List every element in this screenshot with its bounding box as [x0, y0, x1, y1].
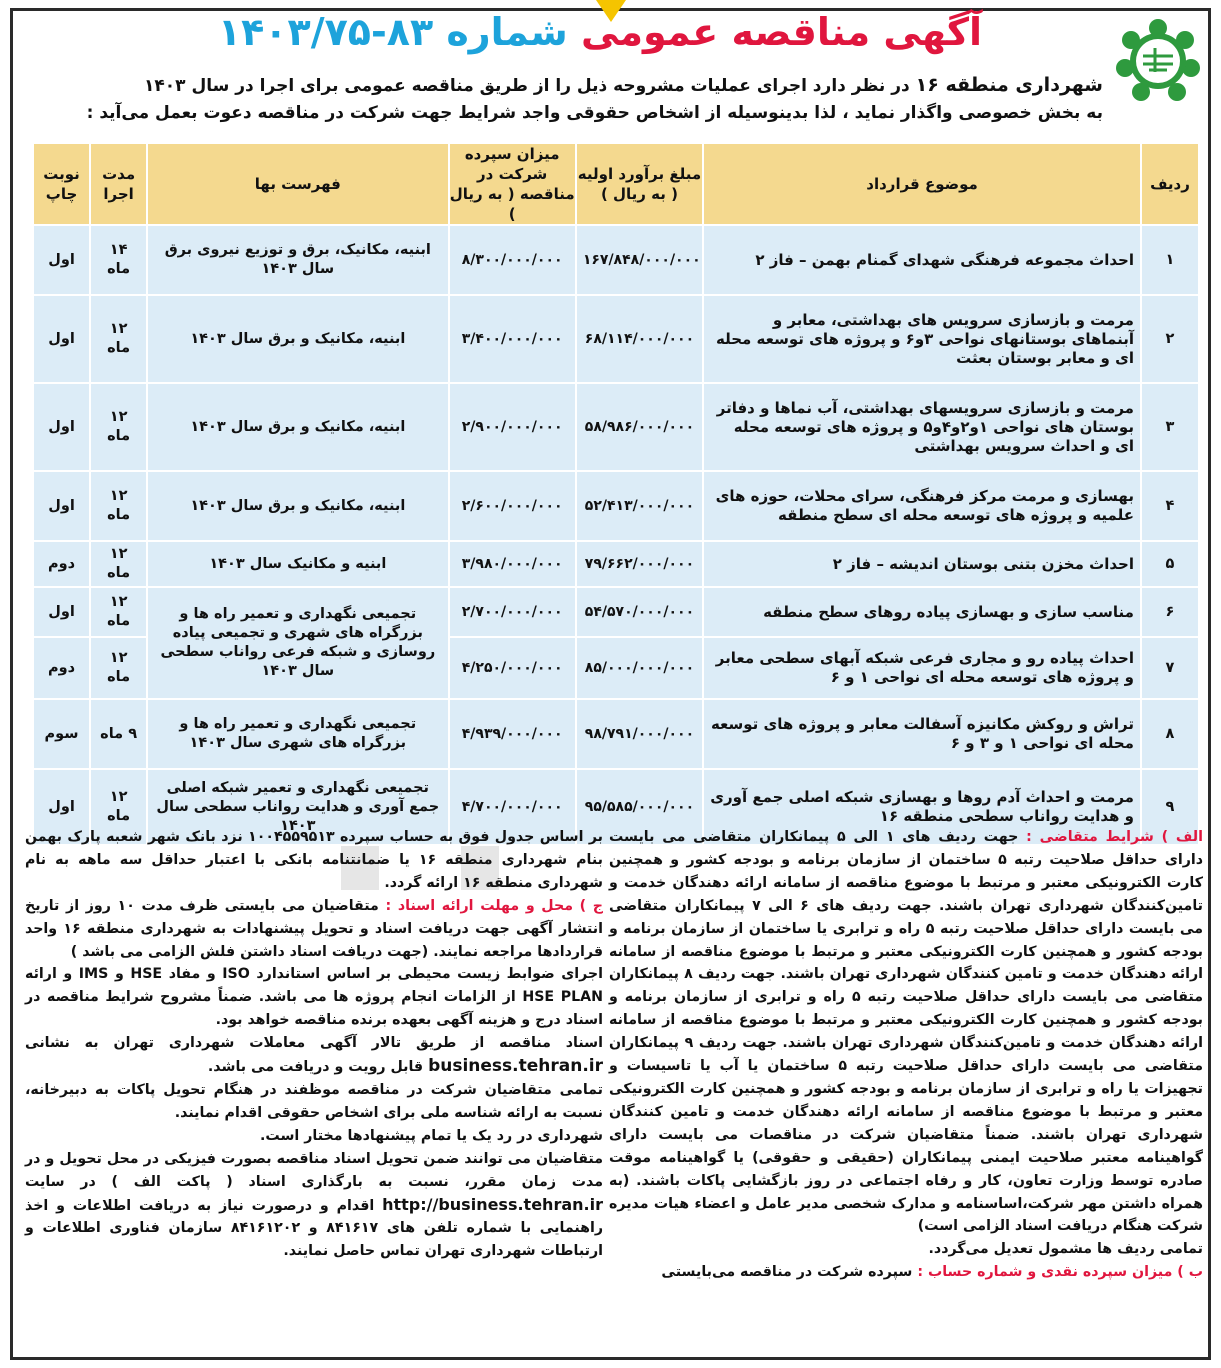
row-number: ۱	[1141, 225, 1199, 295]
condition-c-text: متقاضیان می بایستی ظرف مدت ۱۰ روز از تاریخ انتشار آگهی جهت دریافت اسناد و تحویل پیشنهادات به شهرداری منطقه ۱۶ واحد قراردادها مراجعه نمایند. (جهت دریافت اسناد داشتن فلش الزامی می باشد )	[25, 897, 603, 960]
upload-text-a: متقاضیان می توانند ضمن تحویل اسناد مناقصه بصورت فیزیکی در محل تحویل و در مدت زمان مقرر، نسبت به بارگذاری اسناد ( پاکت الف ) در سایت	[25, 1150, 603, 1190]
tender-table	[32, 142, 1200, 846]
deposit-amount: ۲/۹۰۰/۰۰۰/۰۰۰	[449, 383, 576, 471]
table-row	[33, 587, 1199, 637]
row-number: ۷	[1141, 637, 1199, 699]
table-row	[33, 295, 1199, 383]
header-print-turn: نوبت چاپ	[33, 143, 90, 225]
intro-line-2: به بخش خصوصی واگذار نماید ، لذا بدینوسیله از اشخاص حقوقی واجد شرایط جهت شرکت در مناقصه دعوت بعمل می‌آید :	[86, 103, 1103, 123]
price-list: ابنیه، مکانیک، برق و توزیع نیروی برق سال ۱۴۰۳	[147, 225, 448, 295]
duration: ۱۲ ماه	[90, 637, 147, 699]
intro-line-1	[43, 72, 1103, 100]
duration: ۱۲ ماه	[90, 383, 147, 471]
contract-subject: احداث مجموعه فرهنگی شهدای گمنام بهمن – فاز ۲	[703, 225, 1141, 295]
print-turn: دوم	[33, 637, 90, 699]
table-row	[33, 383, 1199, 471]
business-site-link[interactable]: business.tehran.ir	[428, 1056, 603, 1077]
env-text-c: و	[114, 966, 124, 983]
contract-subject: بهسازی و مرمت مرکز فرهنگی، سرای محلات، حوزه های علمیه و پروژه های توسعه محله ای سطح منطقه	[703, 471, 1141, 541]
deposit-amount: ۴/۷۰۰/۰۰۰/۰۰۰	[449, 769, 576, 845]
price-list: ابنیه و مکانیک سال ۱۴۰۳	[147, 541, 448, 587]
deposit-amount: ۴/۹۳۹/۰۰۰/۰۰۰	[449, 699, 576, 769]
print-turn: سوم	[33, 699, 90, 769]
print-turn: اول	[33, 383, 90, 471]
print-turn: اول	[33, 295, 90, 383]
condition-b-continued: بر اساس جدول فوق به حساب سپرده ۱۰۰۴۵۵۹۵۱۳ نزد بانک شهر شعبه پارک بهمن بنام شهرداری منطقه ۱۶ یا ضمانتنامه بانکی با اعتبار حداقل سه ماهه به نام شهرداری منطقه ۱۶ ارائه گردد.	[25, 829, 603, 891]
docs-text-a: اسناد مناقصه از طریق تالار آگهی معاملات شهرداری تهران به نشانی	[25, 1035, 603, 1052]
intro-paragraph	[43, 72, 1103, 127]
row-number: ۶	[1141, 587, 1199, 637]
condition-a	[609, 826, 1203, 1238]
ad-title	[150, 10, 1050, 68]
deposit-amount: ۴/۲۵۰/۰۰۰/۰۰۰	[449, 637, 576, 699]
row-number: ۵	[1141, 541, 1199, 587]
price-list: تجمیعی نگهداری و تعمیر شبکه اصلی جمع آوری و هدایت رواناب سطحی سال ۱۴۰۳	[147, 769, 448, 845]
deposit-amount: ۳/۹۸۰/۰۰۰/۰۰۰	[449, 541, 576, 587]
env-text-b: و مفاد	[168, 966, 216, 983]
table-row	[33, 541, 1199, 587]
hse-label: HSE	[130, 966, 163, 983]
estimate-amount: ۵۸/۹۸۶/۰۰۰/۰۰۰	[576, 383, 703, 471]
env-text-a: اجرای ضوابط زیست محیطی بر اساس استاندارد	[256, 966, 603, 983]
conditions-left-column	[25, 826, 603, 1263]
tehran-municipality-logo-icon	[1115, 18, 1201, 104]
documents-paragraph	[25, 1032, 603, 1079]
header-estimate: مبلغ برآورد اولیه ( به ریال )	[576, 143, 703, 225]
title-blue-part: شماره ۸۳-۱۴۰۳/۷۵	[217, 10, 568, 54]
duration: ۱۲ ماه	[90, 769, 147, 845]
condition-b	[609, 1261, 1203, 1284]
header-subject: موضوع قرارداد	[703, 143, 1141, 225]
header-row-no: ردیف	[1141, 143, 1199, 225]
condition-c-title: ج ) محل و مهلت ارائه اسناد :	[385, 897, 604, 914]
table-row	[33, 699, 1199, 769]
contract-subject: مرمت و احداث آدم روها و بهسازی شبکه اصلی جمع آوری و هدایت رواناب سطحی منطقه ۱۶	[703, 769, 1141, 845]
contract-subject: مرمت و بازسازی سرویس های بهداشتی، معابر و آبنماهای بوستانهای نواحی ۳و۶ و پروژه های توسعه محله ای و معابر بوستان بعثت	[703, 295, 1141, 383]
deposit-amount: ۸/۳۰۰/۰۰۰/۰۰۰	[449, 225, 576, 295]
header-price-list: فهرست بها	[147, 143, 448, 225]
estimate-amount: ۸۵/۰۰۰/۰۰۰/۰۰۰	[576, 637, 703, 699]
price-list: تجمیعی نگهداری و تعمیر راه ها و بزرگراه های شهری و تجمیعی پیاده روسازی و شبکه فرعی رواناب سطحی سال ۱۴۰۳	[147, 587, 448, 699]
print-turn: دوم	[33, 541, 90, 587]
row-number: ۸	[1141, 699, 1199, 769]
upload-site-link[interactable]: http://business.tehran.ir	[382, 1194, 603, 1214]
print-turn: اول	[33, 769, 90, 845]
estimate-amount: ۵۲/۴۱۳/۰۰۰/۰۰۰	[576, 471, 703, 541]
price-list: ابنیه، مکانیک و برق سال ۱۴۰۳	[147, 295, 448, 383]
duration: ۱۲ ماه	[90, 295, 147, 383]
row-number: ۹	[1141, 769, 1199, 845]
duration: ۱۲ ماه	[90, 587, 147, 637]
price-list: تجمیعی نگهداری و تعمیر راه ها و بزرگراه های شهری سال ۱۴۰۳	[147, 699, 448, 769]
table-row	[33, 471, 1199, 541]
condition-a-note: تمامی ردیف ها مشمول تعدیل می‌گردد.	[928, 1241, 1203, 1258]
deposit-amount: ۲/۷۰۰/۰۰۰/۰۰۰	[449, 587, 576, 637]
upload-text-b: اقدام و درصورت نیاز به دریافت اطلاعات و اخذ راهنمایی با شماره تلفن های ۸۴۱۶۱۷ و ۸۴۱۶۱۲۰۲ سازمان فناوری اطلاعات و ارتباطات شهرداری تهران تماس حاصل نمایند.	[25, 1197, 603, 1260]
print-turn: اول	[33, 471, 90, 541]
contract-subject: احداث مخزن بتنی بوستان اندیشه – فاز ۲	[703, 541, 1141, 587]
hse-plan-label: HSE PLAN	[522, 989, 603, 1006]
price-list: ابنیه، مکانیک و برق سال ۱۴۰۳	[147, 471, 448, 541]
print-turn: اول	[33, 225, 90, 295]
contract-subject: مناسب سازی و بهسازی پیاده روهای سطح منطقه	[703, 587, 1141, 637]
estimate-amount: ۵۴/۵۷۰/۰۰۰/۰۰۰	[576, 587, 703, 637]
intro-text-1: در نظر دارد اجرای عملیات مشروحه ذیل را از طریق مناقصه عمومی برای اجرا در سال ۱۴۰۳	[144, 76, 910, 96]
environment-paragraph	[25, 963, 603, 1032]
estimate-amount: ۱۶۷/۸۴۸/۰۰۰/۰۰۰	[576, 225, 703, 295]
estimate-amount: ۹۸/۷۹۱/۰۰۰/۰۰۰	[576, 699, 703, 769]
duration: ۱۲ ماه	[90, 541, 147, 587]
duration: ۹ ماه	[90, 699, 147, 769]
condition-b-text: سپرده شرکت در مناقصه می‌بایستی	[661, 1264, 913, 1281]
deposit-amount: ۲/۶۰۰/۰۰۰/۰۰۰	[449, 471, 576, 541]
condition-c	[25, 895, 603, 964]
rejection-paragraph: شهرداری در رد یک یا تمام پیشنهادها مختار است.	[260, 1127, 603, 1144]
condition-a-title: الف ) شرایط متقاضی :	[1026, 829, 1203, 845]
env-text-d: و ارائه	[25, 966, 73, 983]
ims-label: IMS	[78, 966, 109, 983]
header-deposit: میزان سپرده شرکت در مناقصه ( به ریال )	[449, 145, 575, 223]
conditions-right-column	[609, 826, 1203, 1284]
contract-subject: احداث پیاده رو و مجاری فرعی شبکه آبهای سطحی معابر و پروژه های توسعه محله ای نواحی ۱ و ۶	[703, 637, 1141, 699]
header-duration: مدت اجرا	[90, 143, 147, 225]
upload-paragraph	[25, 1148, 603, 1264]
table-row	[33, 225, 1199, 295]
estimate-amount: ۶۸/۱۱۴/۰۰۰/۰۰۰	[576, 295, 703, 383]
duration: ۱۴ ماه	[90, 225, 147, 295]
contract-subject: مرمت و بازسازی سرویسهای بهداشتی، آب نماها و دفاتر بوستان های نواحی ۱و۲و۴و۵ و پروژه های توسعه محله ای و احداث سرویس بهداشتی	[703, 383, 1141, 471]
condition-a-text: جهت ردیف های ۱ الی ۵ پیمانکاران متقاضی می بایست دارای حداقل صلاحیت رتبه ۵ ساختمان از سازمان برنامه و بودجه کشور و همچنین کارت الکترونیکی معتبر و مرتبط با موضوع مناقصه از سامانه ارائه دهندگان خدمت و تامین‌کنندگان شهرداری تهران باشند. جهت ردیف های ۶ الی ۷ پیمانکاران متقاضی می بایست دارای حداقل صلاحیت رتبه ۵ راه و ترابری یا ساختمان از سازمان برنامه و بودجه کشور و همچنین کارت الکترونیکی معتبر و مرتبط با موضوع مناقصه از سامانه ارائه دهندگان خدمت و تامین کنندگان شهرداری تهران باشند. جهت ردیف ۸ پیمانکاران متقاضی می بایست دارای حداقل صلاحیت رتبه ۵ راه و ترابری از سازمان برنامه و بودجه کشور و همچنین کارت الکترونیکی معتبر و مرتبط با موضوع مناقصه از سامانه ارائه دهندگان خدمت و تامین‌کنندگان شهرداری تهران باشند. جهت ردیف ۹ پیمانکاران متقاضی می بایست دارای حداقل صلاحیت رتبه ۵ ساختمان یا آب یا تاسیسات و تجهیزات یا راه و ترابری از سازمان برنامه و بودجه کشور و همچنین کارت الکترونیکی معتبر و مرتبط با موضوع مناقصه از سامانه ارائه دهندگان خدمت و تامین کنندگان شهرداری تهران باشند. ضمناً متقاضیان شرکت در مناقصات می بایست دارای گواهینامه معتبر صلاحیت ایمنی پیمانکاران (حقیقی و حقوقی) یا گواهینامه موقت صادره توسط وزارت تعاون، کار و رفاه اجتماعی در روز بازگشایی پاکات باشند. (به همراه داشتن مهر شرکت،اساسنامه و مدارک شخصی مدیر عامل و اعضاء هیات مدیره شرکت هنگام دریافت اسناد الزامی است)	[609, 829, 1204, 1235]
contract-subject: تراش و روکش مکانیزه آسفالت معابر و پروژه های توسعه محله ای نواحی ۱ و ۳ و ۶	[703, 699, 1141, 769]
row-number: ۲	[1141, 295, 1199, 383]
intro-municipality: شهرداری منطقه ۱۶	[915, 74, 1103, 96]
estimate-amount: ۹۵/۵۸۵/۰۰۰/۰۰۰	[576, 769, 703, 845]
price-list: ابنیه، مکانیک و برق سال ۱۴۰۳	[147, 383, 448, 471]
deposit-amount: ۳/۴۰۰/۰۰۰/۰۰۰	[449, 295, 576, 383]
docs-text-b: قابل رویت و دریافت می باشد.	[207, 1059, 424, 1076]
env-text-e: از الزامات انجام پروژه ها می باشد. ضمناً مشروح شرایط مناقصه در اسناد درج و هزینه آگهی بعهده برنده مناقصه خواهد بود.	[25, 989, 603, 1029]
duration: ۱۲ ماه	[90, 471, 147, 541]
iso-label: ISO	[222, 966, 250, 983]
title-red-part: آگهی مناقصه عمومی	[581, 10, 983, 54]
row-number: ۳	[1141, 383, 1199, 471]
national-id-paragraph: تمامی متقاضیان شرکت در مناقصه موظفند در هنگام تحویل پاکات به دبیرخانه، نسبت به ارائه شناسه ملی برای اشخاص حقوقی اقدام نمایند.	[25, 1081, 603, 1121]
print-turn: اول	[33, 587, 90, 637]
estimate-amount: ۷۹/۶۶۲/۰۰۰/۰۰۰	[576, 541, 703, 587]
condition-b-title: ب ) میزان سپرده نقدی و شماره حساب :	[917, 1264, 1203, 1281]
row-number: ۴	[1141, 471, 1199, 541]
